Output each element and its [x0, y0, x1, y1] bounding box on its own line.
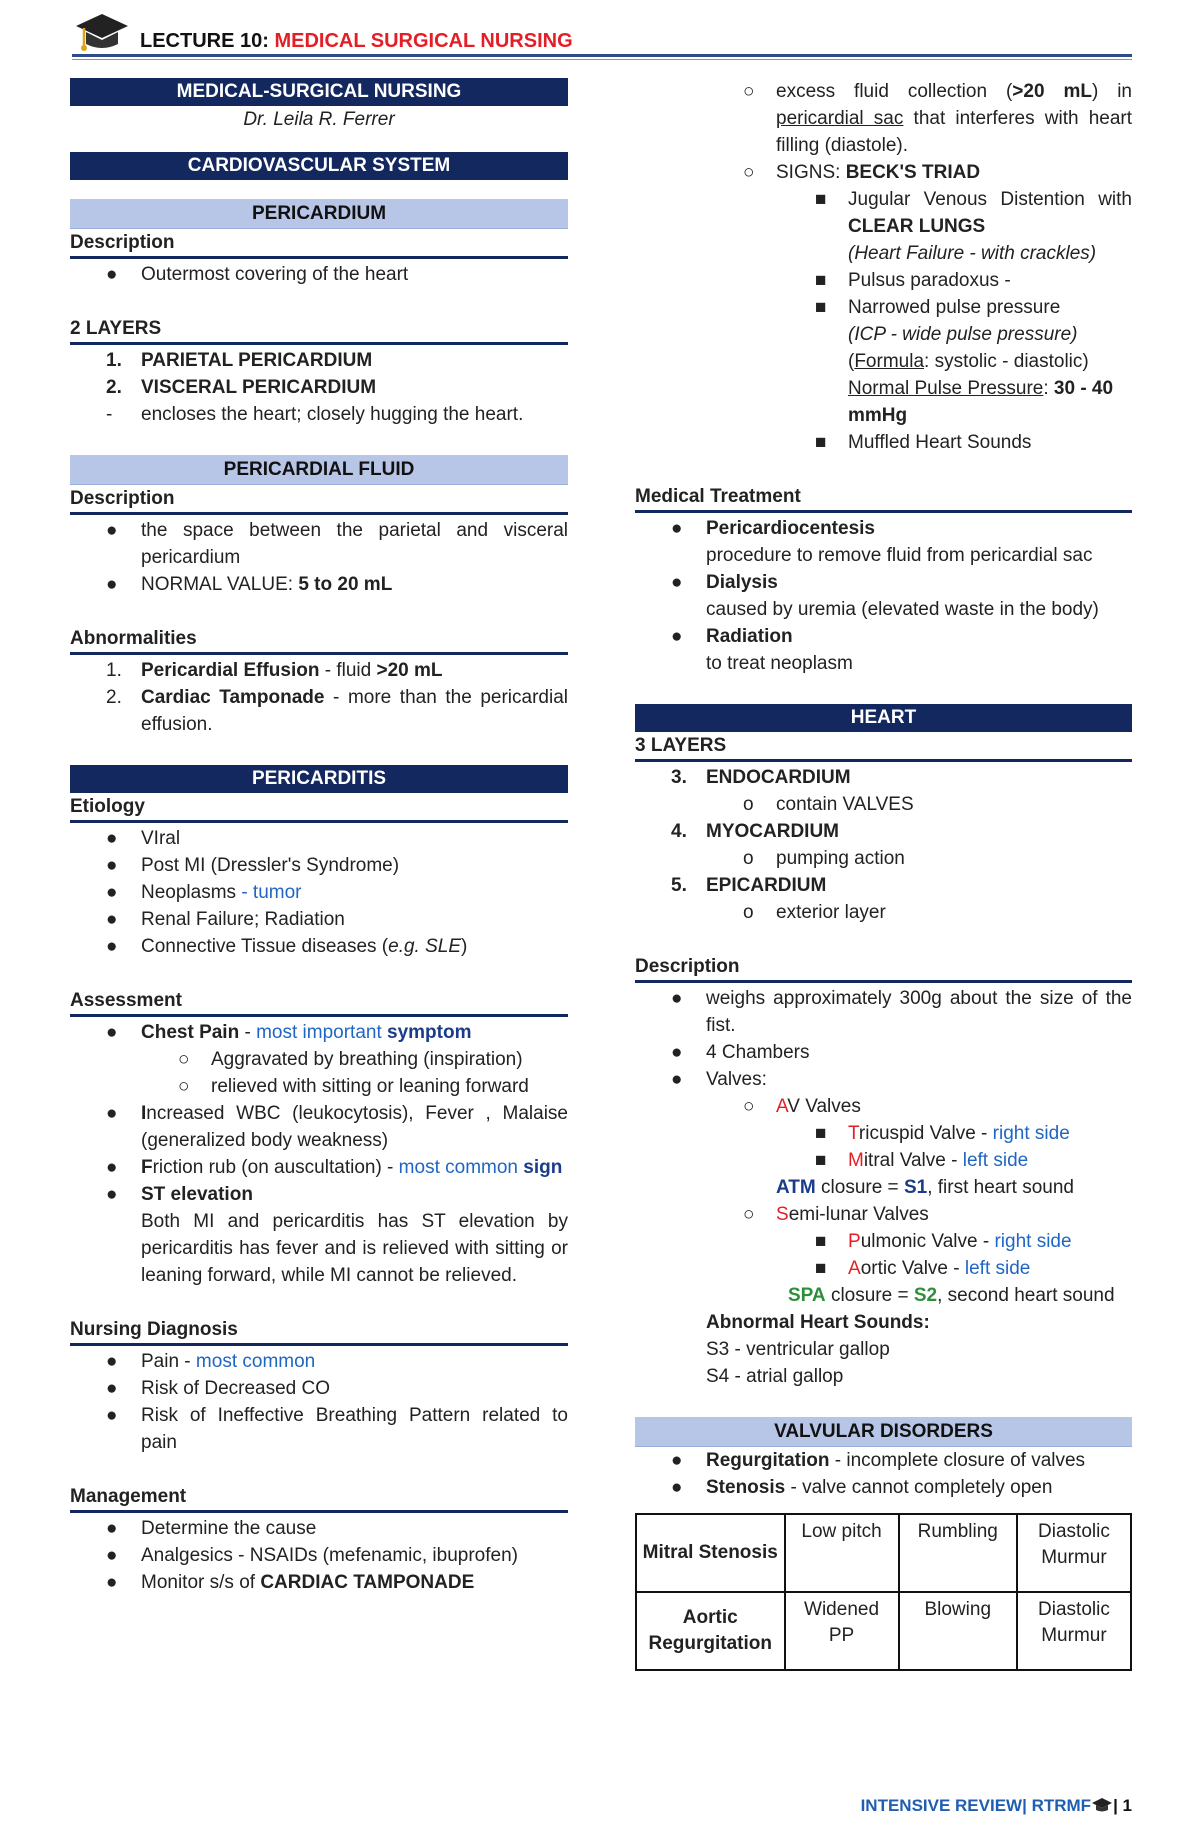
list-item: ○ AV Valves: [743, 1096, 861, 1117]
list-item: ● Risk of Ineffective Breathing Pattern related to pain: [106, 1405, 568, 1453]
list-item: ■ Mitral Valve - left side: [815, 1150, 1029, 1171]
list-item: ● Pericardiocentesis procedure to remove fluid from pericardial sac: [671, 518, 1093, 566]
list-item: o pumping action: [743, 848, 905, 869]
table-cell: Aortic Regurgitation: [636, 1592, 785, 1670]
pericardial-fluid-bar: PERICARDIAL FLUID: [70, 455, 568, 485]
list-item: ● 4 Chambers: [671, 1042, 810, 1063]
list-item: ■ Jugular Venous Distention with CLEAR LUNGS (Heart Failure - with crackles): [815, 189, 1132, 264]
list-item: ● the space between the parietal and visceral pericardium: [106, 520, 568, 568]
header-rule: [72, 54, 1132, 57]
instructor: Dr. Leila R. Ferrer: [243, 109, 395, 130]
list-item: ● Post MI (Dressler's Syndrome): [106, 855, 400, 876]
left-column: [70, 78, 568, 1596]
management-heading: Management: [70, 1483, 568, 1513]
list-item: 1. Pericardial Effusion - fluid >20 mL: [106, 660, 443, 681]
table-row: [636, 1592, 1131, 1670]
list-item: ■ Muffled Heart Sounds: [815, 432, 1032, 453]
pericardium-description-heading: Description: [70, 229, 568, 259]
table-cell: Rumbling: [899, 1514, 1017, 1592]
list-item: ● Risk of Decreased CO: [106, 1378, 331, 1399]
table-cell: Widened PP: [785, 1592, 899, 1670]
list-item: - encloses the heart; closely hugging the heart.: [106, 404, 524, 425]
list-item: 1. PARIETAL PERICARDIUM: [106, 350, 373, 371]
list-item: ○ SIGNS: BECK'S TRIAD: [743, 162, 981, 183]
table-cell: Diastolic Murmur: [1017, 1592, 1131, 1670]
valvular-table: [635, 1513, 1132, 1671]
list-item: ● Monitor s/s of CARDIAC TAMPONADE: [106, 1572, 475, 1593]
list-item: ● Chest Pain - most important symptom: [106, 1022, 472, 1043]
table-cell: Low pitch: [785, 1514, 899, 1592]
pericarditis-bar: PERICARDITIS: [70, 765, 568, 793]
list-item: ● Dialysis caused by uremia (elevated waste in the body): [671, 572, 1099, 620]
list-item: 4. MYOCARDIUM: [671, 821, 839, 842]
list-item: ● Neoplasms - tumor: [106, 882, 302, 903]
heart-description-heading: Description: [635, 953, 1132, 983]
list-item: S3 - ventricular gallop: [706, 1339, 890, 1360]
list-item: ● Increased WBC (leukocytosis), Fever , Malaise (generalized body weakness): [106, 1103, 568, 1151]
page-footer: INTENSIVE REVIEW| RTRMF | 1: [860, 1796, 1132, 1815]
list-item: ○ Semi-lunar Valves: [743, 1204, 929, 1225]
list-item: ● Analgesics - NSAIDs (mefenamic, ibuprofen): [106, 1545, 518, 1566]
heart-layers-heading: 3 LAYERS: [635, 732, 1132, 762]
list-item: ● Pain - most common: [106, 1351, 316, 1372]
list-item: SPA closure = S2, second heart sound: [788, 1285, 1115, 1306]
nursing-diagnosis-heading: Nursing Diagnosis: [70, 1316, 568, 1346]
list-item: ■ Aortic Valve - left side: [815, 1258, 1031, 1279]
list-item: o exterior layer: [743, 902, 886, 923]
header-rule-thin: [72, 59, 1132, 60]
system-bar: CARDIOVASCULAR SYSTEM: [70, 152, 568, 180]
list-item: ● VIral: [106, 828, 181, 849]
list-item: 2. VISCERAL PERICARDIUM: [106, 377, 377, 398]
table-cell: Diastolic Murmur: [1017, 1514, 1131, 1592]
list-item: ● ST elevation Both MI and pericarditis has ST elevation by pericarditis has fever and is relieved with sitting or leaning forward, while MI cannot be relieved.: [106, 1184, 568, 1286]
list-item: ● weighs approximately 300g about the size of the fist.: [671, 988, 1132, 1036]
list-item: ● Radiation to treat neoplasm: [671, 626, 853, 674]
list-item: o contain VALVES: [743, 794, 914, 815]
right-column: [635, 78, 1132, 1671]
page-header: [72, 8, 1132, 60]
list-item: ● Connective Tissue diseases (e.g. SLE): [106, 936, 468, 957]
list-item: ● Valves:: [671, 1069, 767, 1090]
layers-heading: 2 LAYERS: [70, 315, 568, 345]
assessment-heading: Assessment: [70, 987, 568, 1017]
list-item: 3. ENDOCARDIUM: [671, 767, 851, 788]
list-item: 5. EPICARDIUM: [671, 875, 827, 896]
list-item: S4 - atrial gallop: [706, 1366, 844, 1387]
abnormal-heart-sounds-heading: Abnormal Heart Sounds:: [706, 1312, 930, 1333]
list-item: ■ Narrowed pulse pressure (ICP - wide pulse pressure) (Formula: systolic - diastolic) Normal Pulse Pressure: 30 - 40 mmHg: [815, 297, 1114, 426]
heart-bar: HEART: [635, 704, 1132, 732]
medical-treatment-heading: Medical Treatment: [635, 483, 1132, 513]
list-item: ● Renal Failure; Radiation: [106, 909, 345, 930]
list-item: 2. Cardiac Tamponade - more than the pericardial effusion.: [106, 687, 568, 735]
list-item: ■ Pulsus paradoxus -: [815, 270, 1011, 291]
list-item: ● Stenosis - valve cannot completely open: [671, 1477, 1053, 1498]
course-bar: MEDICAL-SURGICAL NURSING: [70, 78, 568, 106]
list-item: ● Outermost covering of the heart: [106, 264, 409, 285]
graduation-cap-icon: [1091, 1797, 1113, 1813]
list-item: ATM closure = S1, first heart sound: [776, 1177, 1074, 1198]
list-item: ○ relieved with sitting or leaning forward: [178, 1076, 529, 1097]
table-cell: Blowing: [899, 1592, 1017, 1670]
pericardium-bar: PERICARDIUM: [70, 199, 568, 229]
list-item: ● Determine the cause: [106, 1518, 317, 1539]
graduation-cap-icon: [72, 8, 128, 56]
list-item: ■ Tricuspid Valve - right side: [815, 1123, 1070, 1144]
abnormalities-heading: Abnormalities: [70, 625, 568, 655]
etiology-heading: Etiology: [70, 793, 568, 823]
lecture-title: LECTURE 10: MEDICAL SURGICAL NURSING: [140, 30, 573, 52]
valvular-disorders-bar: VALVULAR DISORDERS: [635, 1417, 1132, 1447]
list-item: ● NORMAL VALUE: 5 to 20 mL: [106, 574, 393, 595]
table-row: [636, 1514, 1131, 1592]
list-item: ○ Aggravated by breathing (inspiration): [178, 1049, 523, 1070]
list-item: ● Friction rub (on auscultation) - most common sign: [106, 1157, 563, 1178]
fluid-description-heading: Description: [70, 485, 568, 515]
table-cell: Mitral Stenosis: [636, 1514, 785, 1592]
list-item: ■ Pulmonic Valve - right side: [815, 1231, 1072, 1252]
list-item: ● Regurgitation - incomplete closure of valves: [671, 1450, 1086, 1471]
list-item: ○ excess fluid collection (>20 mL) in pericardial sac that interferes with heart filling (diastole).: [743, 81, 1133, 156]
